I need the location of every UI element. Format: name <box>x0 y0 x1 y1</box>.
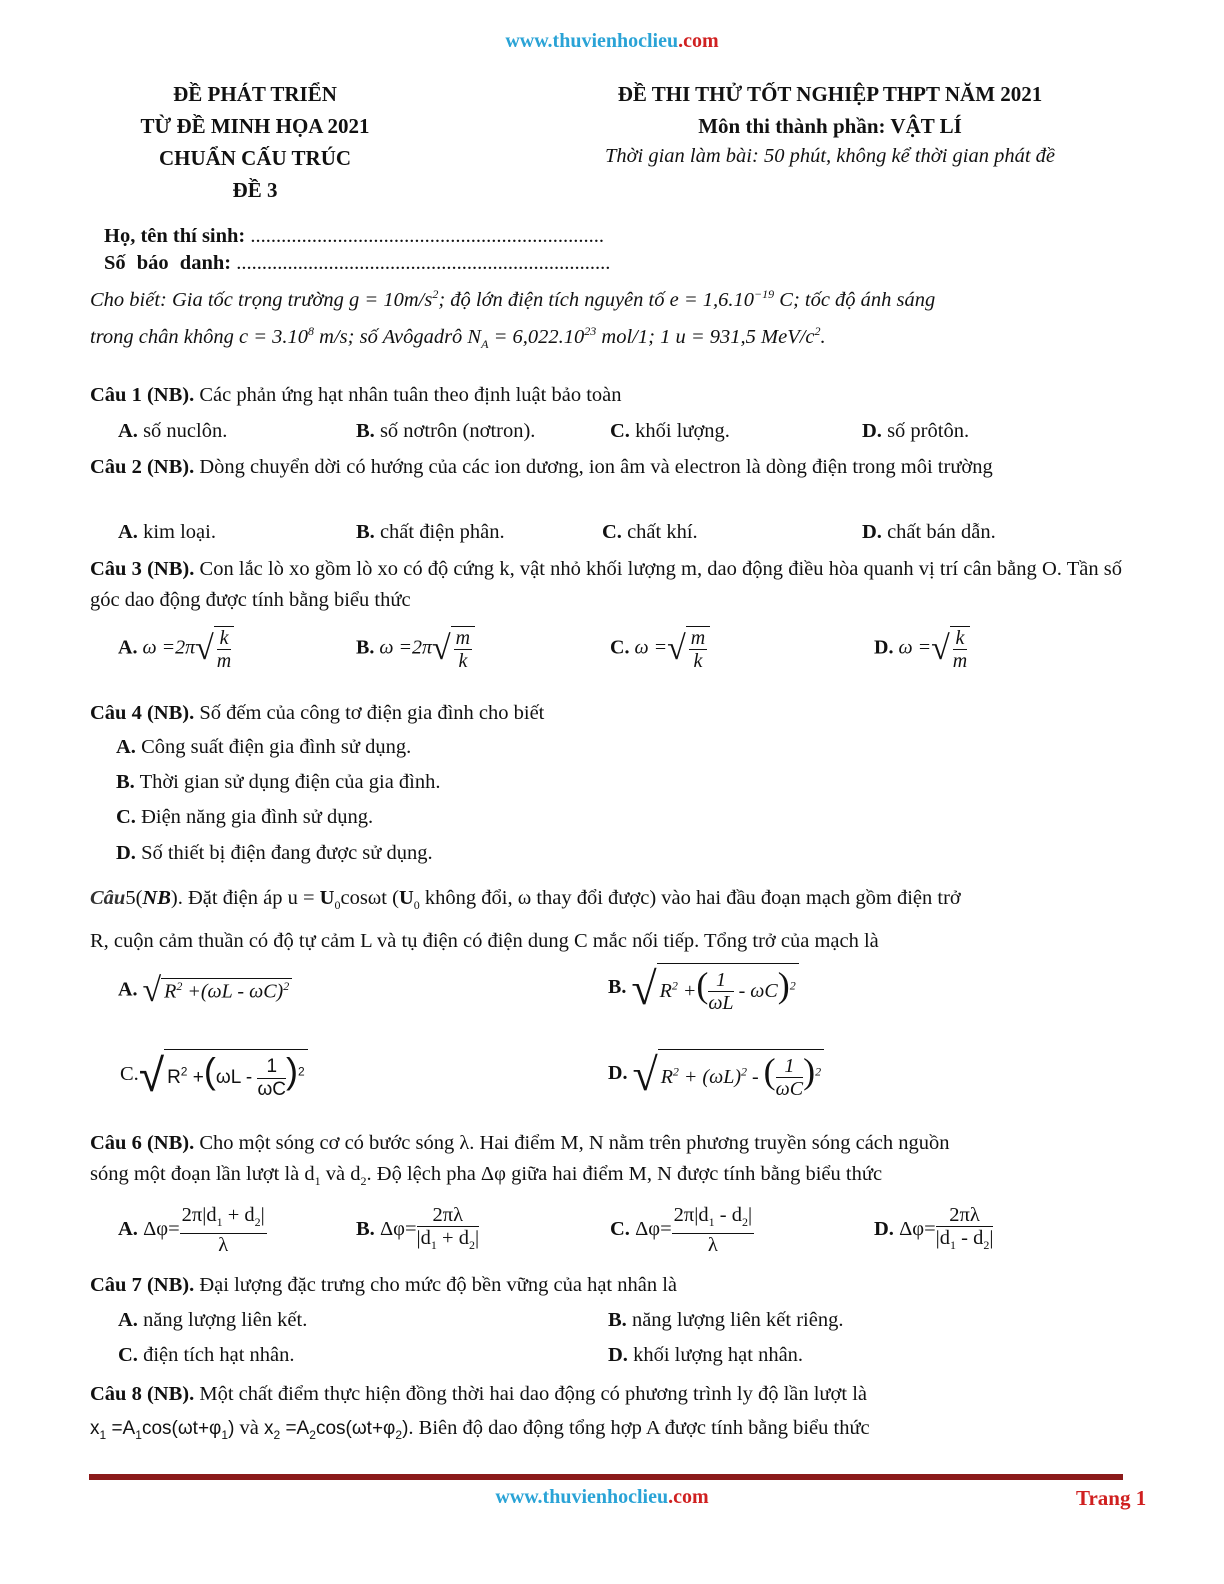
question-3 <box>90 554 1122 616</box>
q1-option-b: B. số nơtrôn (nơtron). <box>356 420 536 442</box>
question-label: Câu 7 (NB). <box>90 1274 195 1296</box>
id-dots: ......................................................................... <box>236 252 611 274</box>
site-footer-link[interactable] <box>0 1486 1204 1509</box>
q6-option-a: A. Δφ= $\frac{2\pi|d_1 + d_2|}{\lambda}$ <box>118 1204 265 1257</box>
question-label: Câu 2 (NB). <box>90 456 195 478</box>
q6-option-c: C. Δφ= $\frac{2\pi|d_1 - d_2|}{\lambda}$ <box>610 1204 753 1257</box>
question-text: Một chất điểm thực hiện đồng thời hai dao động có phương trình ly độ lần lượt là <box>194 1383 867 1405</box>
question-label: Câu 6 (NB). <box>90 1132 195 1154</box>
q6-option-d: D. Δφ= $\frac{2\pi\lambda}{|d_1 - d_2|}$ <box>874 1204 994 1253</box>
q3-option-a: A. ω =2π√ $\frac{k}{m}$ <box>118 626 234 672</box>
question-label: Câu 1 (NB). <box>90 384 195 406</box>
site-name: www.thuvienhoclieu <box>495 1486 669 1508</box>
question-5: Câu5(NB). Đặt điện áp $u = U_0\cos\omega t$ ($U_0$ không đổi, ω thay đổi được) vào hai đầu đoạn mạch gồm điện trở R, cuộn cảm thuần có độ tự cảm L và tụ điện có điện dung C mắc nối tiếp. Tổng trở của mạch là <box>90 887 961 953</box>
q1-option-c: C. khối lượng. <box>610 420 730 442</box>
given-constants: Cho biết: Gia tốc trọng trường $g = 10m/s^2$; độ lớn điện tích nguyên tố $e = 1,6.10^{-19}$ C; tốc độ ánh sáng trong chân không $c = 3.10^8$ m/s; số Avôgadrô $N_A = 6,022.10^{23}$ mol/1; 1 u = 931,5 MeV/$c^2$. <box>90 287 936 351</box>
name-label: Họ, tên thí sinh: <box>104 225 246 247</box>
question-text: Cho một sóng cơ có bước sóng λ. Hai điểm M, N nằm trên phương truyền sóng cách nguồn <box>194 1132 950 1154</box>
q7-option-c: C. điện tích hạt nhân. <box>118 1344 295 1366</box>
q5-option-a: A. √ $R^2 +(\omega L - \omega C)^2$ <box>118 972 292 1010</box>
exam-title: ĐỀ THI THỬ TỐT NGHIỆP THPT NĂM 2021 <box>617 82 1043 106</box>
question-4 <box>90 698 1122 729</box>
site-header-link[interactable] <box>0 30 1224 53</box>
header-line: CHUẨN CẤU TRÚC <box>158 146 352 170</box>
question-text: Đại lượng đặc trưng cho mức độ bền vững của hạt nhân là <box>194 1274 678 1296</box>
question-text: Con lắc lò xo gồm lò xo có độ cứng k, vật nhỏ khối lượng m, dao động điều hòa quanh vị trí cân bằng O. Tần số góc dao động được tính bằng biểu thức <box>90 558 1122 611</box>
question-2 <box>90 452 1122 483</box>
question-1 <box>90 380 1122 411</box>
q7-option-b: B. năng lượng liên kết riêng. <box>608 1309 844 1331</box>
q4-option-d: D. Số thiết bị điện đang được sử dụng. <box>116 842 433 864</box>
q2-option-d: D. chất bán dẫn. <box>862 521 996 543</box>
q2-option-c: C. chất khí. <box>602 521 698 543</box>
question-text: Các phản ứng hạt nhân tuân theo định luật bảo toàn <box>194 384 622 406</box>
q7-option-d: D. khối lượng hạt nhân. <box>608 1344 804 1366</box>
q3-option-d: D. ω =√ $\frac{k}{m}$ <box>874 626 970 672</box>
q2-option-a: A. kim loại. <box>118 521 216 543</box>
left-header <box>100 78 410 206</box>
q5-option-c: C.√ $R^2 +(\omega L$ - $\frac{1}{\omega C}$ )$^2$ <box>120 1048 308 1102</box>
site-tld: .com <box>668 1486 709 1508</box>
time-limit: Thời gian làm bài: 50 phút, không kể thời gian phát đề <box>604 145 1056 167</box>
q4-option-a: A. Công suất điện gia đình sử dụng. <box>116 736 412 758</box>
question-label: Câu 4 (NB). <box>90 702 195 724</box>
q1-option-d: D. số prôtôn. <box>862 420 970 442</box>
header-line: ĐỀ PHÁT TRIỂN <box>173 82 337 106</box>
page-number: Trang 1 <box>1076 1486 1147 1510</box>
site-name: www.thuvienhoclieu <box>505 30 679 52</box>
q4-option-b: B. Thời gian sử dụng điện của gia đình. <box>116 771 441 793</box>
question-label: Câu <box>90 887 126 909</box>
site-tld: .com <box>678 30 719 52</box>
subject-line <box>480 110 1180 142</box>
question-6: Câu 6 (NB). Cho một sóng cơ có bước sóng λ. Hai điểm M, N nằm trên phương truyền sóng cách nguồn sóng một đoạn lần lượt là $d_1$ và $d_2$. Độ lệch pha Δφ giữa hai điểm M, N được tính bằng biểu thức <box>90 1132 950 1189</box>
question-7 <box>90 1270 1122 1301</box>
q4-option-c: C. Điện năng gia đình sử dụng. <box>116 806 374 828</box>
q1-option-a: A. số nuclôn. <box>118 420 228 442</box>
question-text: Dòng chuyển dời có hướng của các ion dương, ion âm và electron là dòng điện trong môi trường <box>194 456 993 478</box>
question-label: Câu 3 (NB). <box>90 558 195 580</box>
q3-option-b: B. ω =2π√ $\frac{m}{k}$ <box>356 626 475 672</box>
question-text: Số đếm của công tơ điện gia đình cho biết <box>194 702 545 724</box>
right-header <box>480 78 1180 170</box>
q6-option-b: B. Δφ= $\frac{2\pi\lambda}{|d_1 + d_2|}$ <box>356 1204 480 1253</box>
q2-option-b: B. chất điện phân. <box>356 521 505 543</box>
question-label: Câu 8 (NB). <box>90 1383 195 1405</box>
name-dots: ..................................................................... <box>250 225 604 247</box>
q7-option-a: A. năng lượng liên kết. <box>118 1309 308 1331</box>
q5-option-b: B. √ $R^2$ +( $\frac{1}{\omega L}$ - ωC)$^2$ <box>608 962 799 1015</box>
q5-option-d: D. √ $R^2 + (\omega L)^2$ - ( $\frac{1}{\omega C}$ )$^2$ <box>608 1048 824 1101</box>
header-line: ĐỀ 3 <box>232 178 278 202</box>
header-line: TỪ ĐỀ MINH HỌA 2021 <box>140 114 370 138</box>
candidate-id-line <box>104 248 610 279</box>
id-label: Số báo danh: <box>104 252 232 274</box>
subject-name: VẬT LÍ <box>890 114 962 138</box>
question-8: Câu 8 (NB). Một chất điểm thực hiện đồng thời hai dao động có phương trình ly độ lần lượt là $x_1 =A_1\cos(\omega t+\varphi_1)$ và $x_2 =A_2\cos(\omega t+\varphi_2)$. Biên độ dao động tổng hợp A được tính bằng biểu thức <box>90 1383 870 1442</box>
q3-option-c: C. ω =√ $\frac{m}{k}$ <box>610 626 710 672</box>
footer-divider <box>89 1474 1123 1480</box>
subject-prefix: Môn thi thành phần: <box>698 114 891 138</box>
question-text: R, cuộn cảm thuần có độ tự cảm L và tụ điện có điện dung C mắc nối tiếp. Tổng trở của mạch là <box>90 930 879 953</box>
